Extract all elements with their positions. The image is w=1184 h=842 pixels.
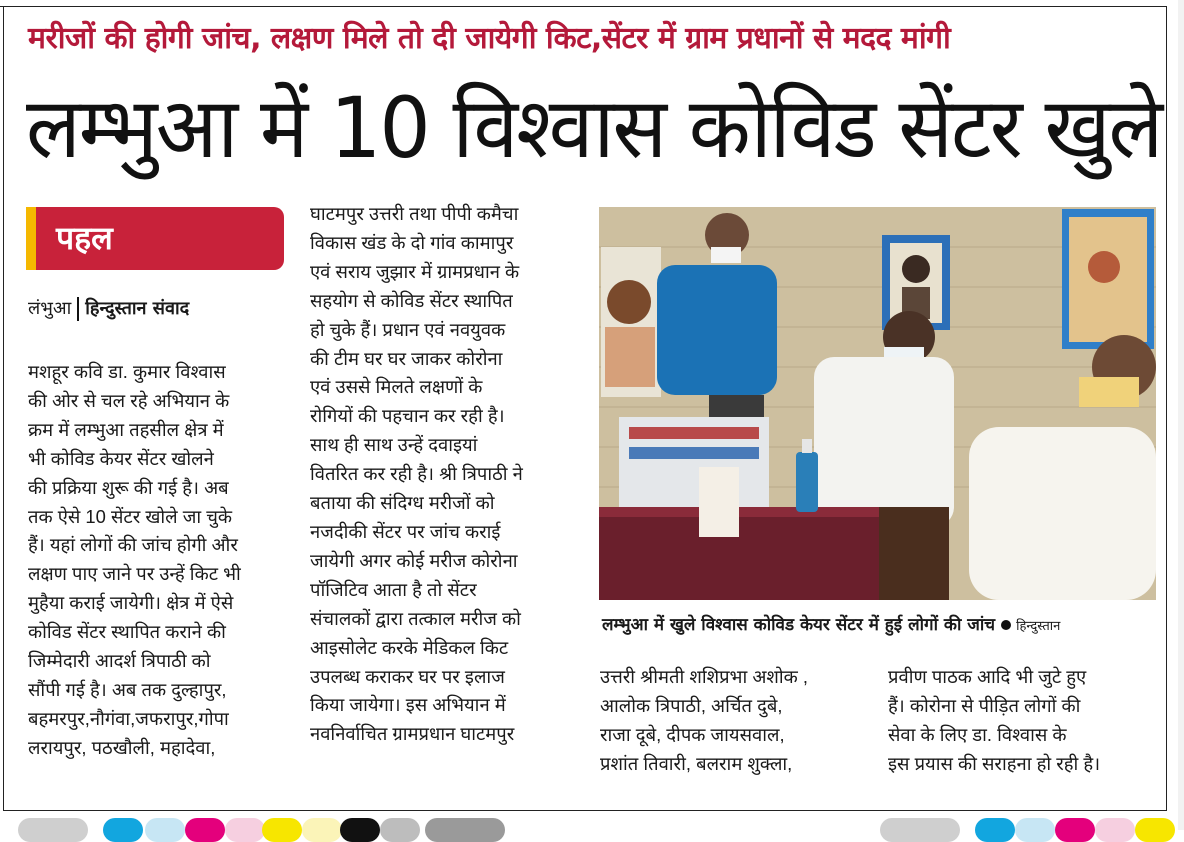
color-swatch bbox=[380, 818, 420, 842]
caption-text: लम्भुआ में खुले विश्वास कोविड केयर सेंटर में हुई लोगों की जांच bbox=[602, 615, 996, 635]
color-swatch bbox=[1055, 818, 1095, 842]
color-swatch bbox=[340, 818, 380, 842]
text-line: जायेगी अगर कोई मरीज कोरोना bbox=[310, 549, 518, 571]
text-line: सेवा के लिए डा. विश्वास के bbox=[888, 723, 1067, 745]
text-line: एवं सराय जुझार में ग्रामप्रधान के bbox=[310, 260, 520, 282]
byline bbox=[28, 293, 189, 325]
text-line: मुहैया कराई जायेगी। क्षेत्र में ऐसे bbox=[28, 592, 234, 614]
text-line: उपलब्ध कराकर घर पर इलाज bbox=[310, 665, 505, 687]
section-tag-accent bbox=[26, 207, 36, 270]
text-line: पॉजिटिव आता है तो सेंटर bbox=[310, 578, 477, 600]
text-line: बहमरपुर,नौगंवा,जफरापुर,गोपा bbox=[28, 707, 229, 729]
color-swatch bbox=[1135, 818, 1175, 842]
color-swatch bbox=[1095, 818, 1135, 842]
photo-credit: हिन्दुस्तान bbox=[1016, 619, 1061, 634]
color-swatch bbox=[145, 818, 185, 842]
text-line: संचालकों द्वारा तत्काल मरीज को bbox=[310, 607, 521, 629]
text-line: विकास खंड के दो गांव कामापुर bbox=[310, 231, 514, 253]
text-line: सहयोग से कोविड सेंटर स्थापित bbox=[310, 289, 513, 311]
text-line: राजा दूबे, दीपक जायसवाल, bbox=[600, 723, 785, 745]
color-swatch bbox=[975, 818, 1015, 842]
section-tag bbox=[26, 207, 284, 270]
color-swatch bbox=[302, 818, 342, 842]
color-swatch bbox=[1015, 818, 1055, 842]
text-line: हो चुके हैं। प्रधान एवं नवयुवक bbox=[310, 318, 506, 340]
text-line: उत्तरी श्रीमती शशिप्रभा अशोक , bbox=[600, 666, 809, 687]
color-swatch bbox=[225, 818, 265, 842]
bullet-dot-icon bbox=[1001, 620, 1011, 630]
color-swatch bbox=[262, 818, 302, 842]
text-line: आलोक त्रिपाठी, अर्चित दुबे, bbox=[600, 694, 783, 716]
text-line: तक ऐसे 10 सेंटर खोले जा चुके bbox=[28, 505, 233, 527]
article-column-3 bbox=[600, 663, 862, 779]
photo-illustration bbox=[599, 207, 1156, 600]
text-line: बताया की संदिग्ध मरीजों को bbox=[310, 492, 495, 514]
text-line: नवनिर्वाचित ग्रामप्रधान घाटमपुर bbox=[310, 723, 515, 745]
text-line: कोविड सेंटर स्थापित कराने की bbox=[28, 621, 226, 643]
text-line: साथ ही साथ उन्हें दवाइयां bbox=[310, 434, 478, 456]
section-tag-label: पहल bbox=[56, 219, 113, 257]
text-line: लरायपुर, पठखौली, महादेवा, bbox=[28, 736, 216, 758]
main-headline: लम्भुआ में 10 विश्वास कोविड सेंटर खुले bbox=[26, 79, 1162, 177]
text-line: रोगियों की पहचान कर रही है। bbox=[310, 405, 505, 427]
article-column-4 bbox=[888, 663, 1150, 779]
photo-caption bbox=[602, 610, 1162, 640]
text-line: किया जायेगा। इस अभियान में bbox=[310, 694, 506, 716]
text-line: जिम्मेदारी आदर्श त्रिपाठी को bbox=[28, 650, 211, 672]
text-line: सौंपी गई है। अब तक दुल्हापुर, bbox=[28, 678, 227, 700]
color-swatch bbox=[425, 818, 505, 842]
print-color-registration-strip bbox=[0, 814, 1184, 830]
byline-place: लंभुआ bbox=[28, 298, 72, 319]
frame-line-left bbox=[3, 6, 4, 811]
frame-line-top bbox=[0, 6, 1166, 7]
text-line: की ओर से चल रहे अभियान के bbox=[28, 389, 230, 411]
byline-separator bbox=[77, 297, 79, 321]
color-swatch bbox=[103, 818, 143, 842]
text-line: प्रवीण पाठक आदि भी जुटे हुए bbox=[888, 666, 1087, 687]
text-line: प्रशांत तिवारी, बलराम शुक्ला, bbox=[600, 752, 793, 774]
text-line: भी कोविड केयर सेंटर खोलने bbox=[28, 447, 214, 469]
text-line: मशहूर कवि डा. कुमार विश्वास bbox=[28, 361, 226, 382]
text-line: की टीम घर घर जाकर कोरोना bbox=[310, 347, 503, 369]
color-swatch bbox=[185, 818, 225, 842]
text-line: एवं उससे मिलते लक्षणों के bbox=[310, 376, 483, 398]
text-line: क्रम में लम्भुआ तहसील क्षेत्र में bbox=[28, 418, 224, 440]
article-column-1 bbox=[28, 358, 284, 763]
text-line: इस प्रयास की सराहना हो रही है। bbox=[888, 752, 1101, 774]
kicker-subheadline: मरीजों की होगी जांच, लक्षण मिले तो दी जायेगी किट,सेंटर में ग्राम प्रधानों से मदद मांगी bbox=[28, 21, 951, 56]
text-line: वितरित कर रही है। श्री त्रिपाठी ने bbox=[310, 463, 523, 485]
text-line: हैं। कोरोना से पीड़ित लोगों की bbox=[888, 694, 1081, 716]
text-line: हैं। यहां लोगों की जांच होगी और bbox=[28, 534, 238, 556]
text-line: नजदीकी सेंटर पर जांच कराई bbox=[310, 520, 501, 542]
frame-line-bottom bbox=[3, 810, 1167, 811]
byline-agency: हिन्दुस्तान संवाद bbox=[85, 298, 190, 319]
text-line: लक्षण पाए जाने पर उन्हें किट भी bbox=[28, 563, 241, 585]
frame-line-right bbox=[1166, 6, 1167, 811]
text-line: की प्रक्रिया शुरू की गई है। अब bbox=[28, 476, 229, 498]
text-line: आइसोलेट करके मेडिकल किट bbox=[310, 636, 509, 658]
color-swatch bbox=[880, 818, 960, 842]
article-column-2 bbox=[310, 200, 578, 749]
text-line: घाटमपुर उत्तरी तथा पीपी कमैचा bbox=[310, 203, 519, 224]
news-photo bbox=[599, 207, 1156, 600]
color-swatch bbox=[18, 818, 88, 842]
page-edge bbox=[1178, 0, 1184, 830]
